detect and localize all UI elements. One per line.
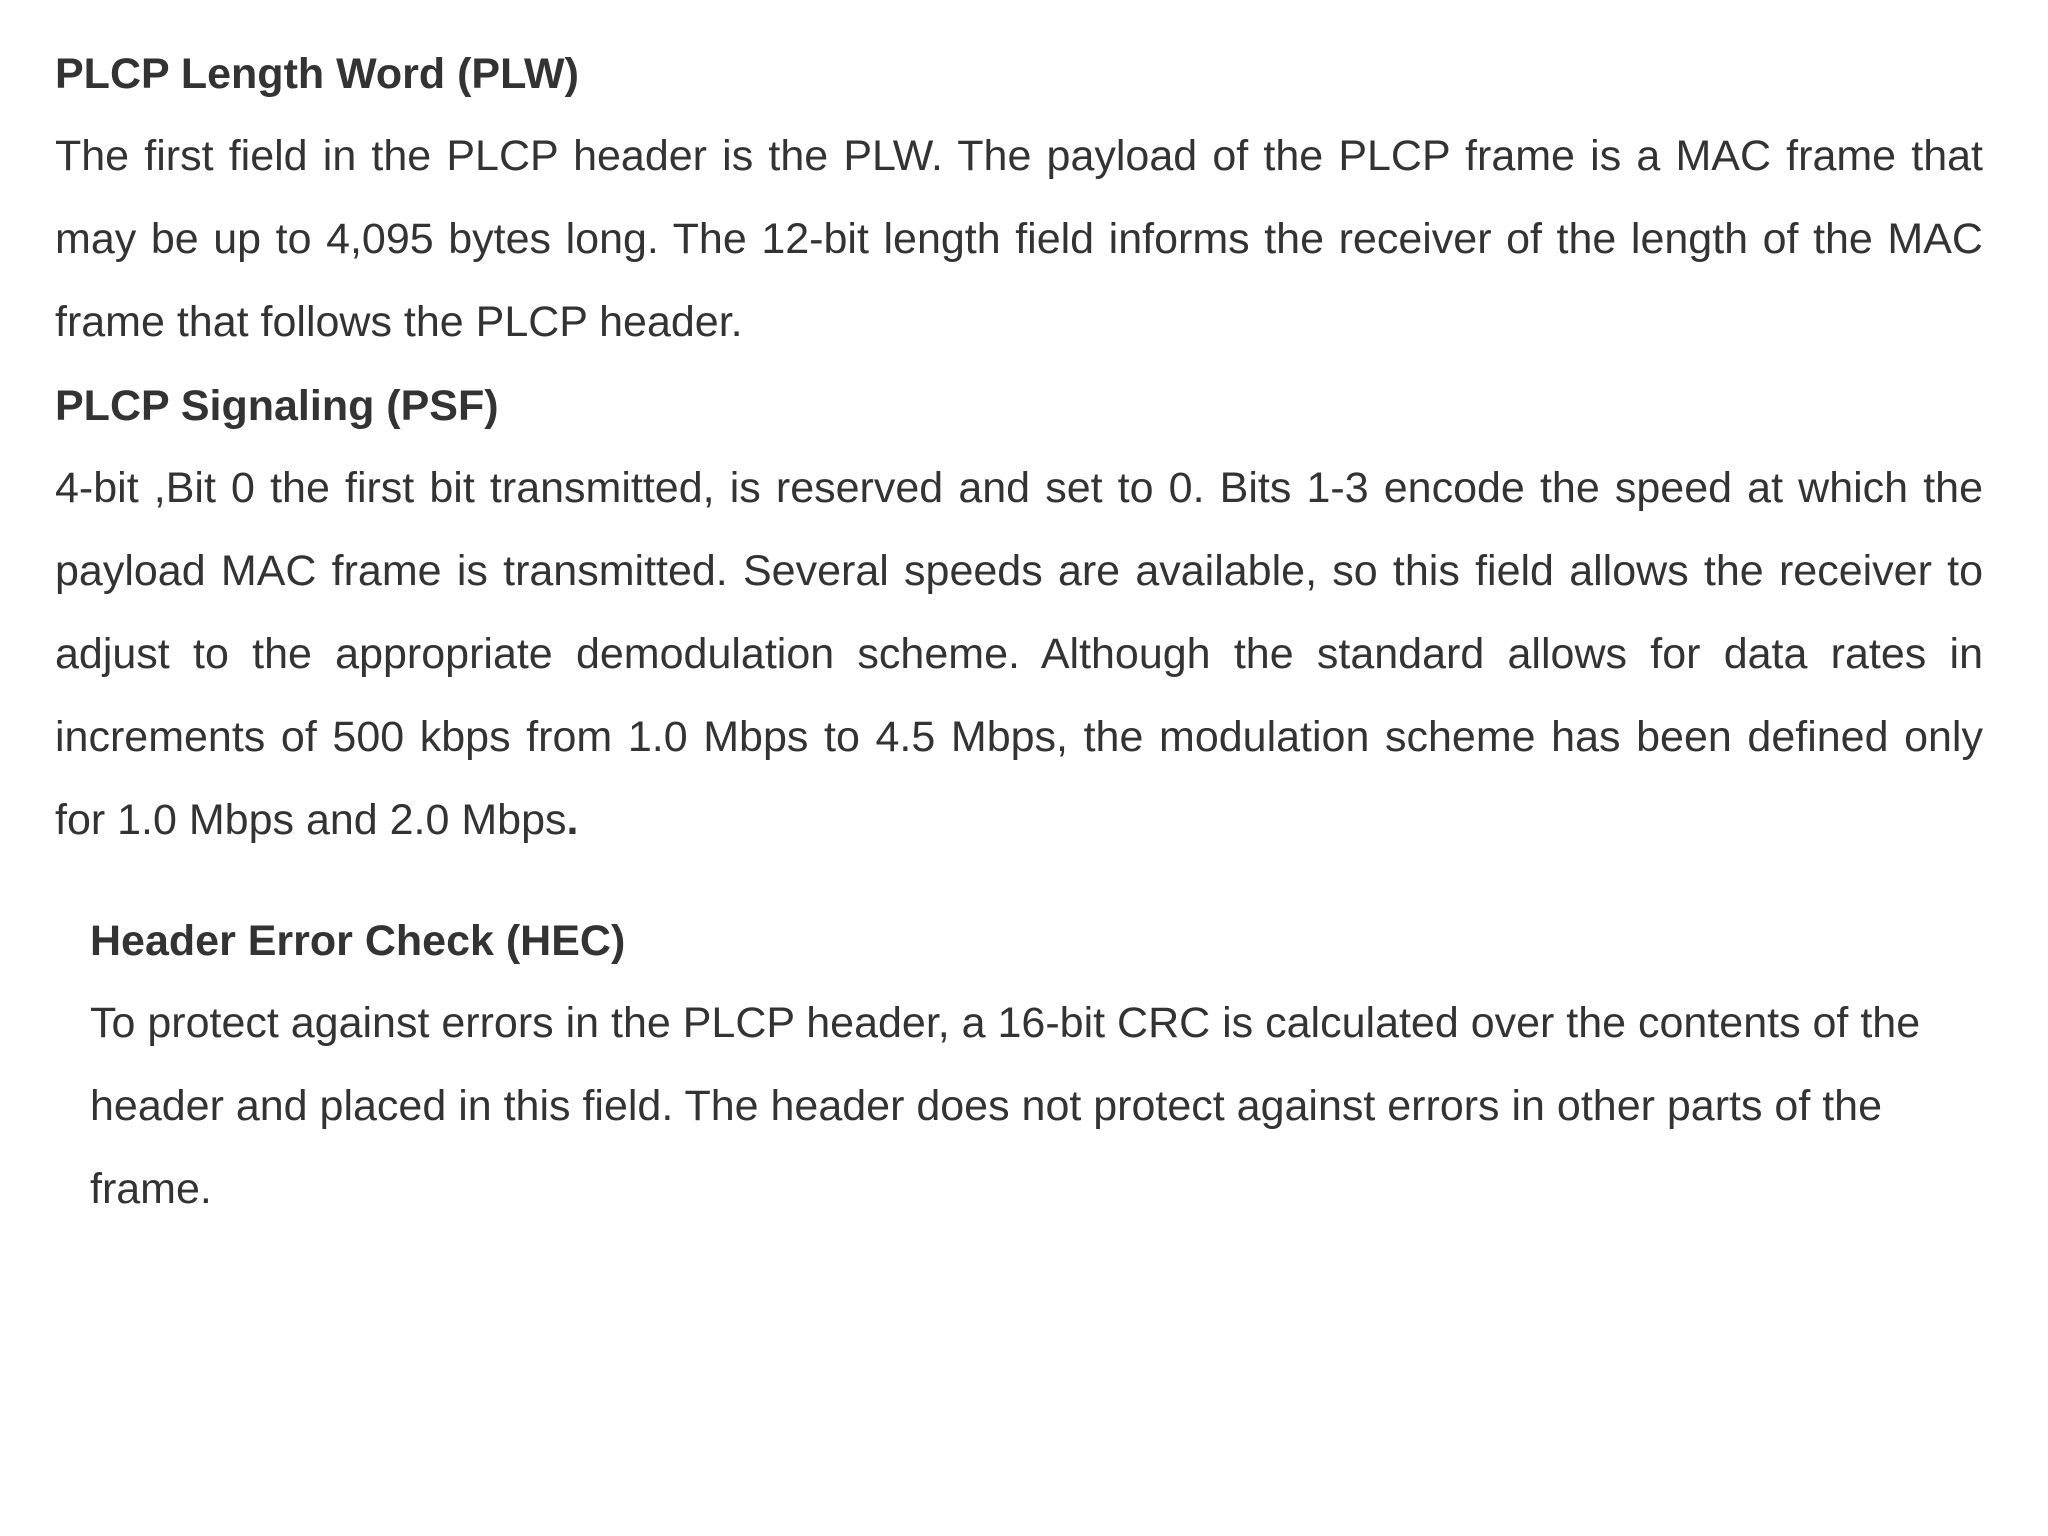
section-psf — [55, 365, 1983, 862]
psf-paragraph — [55, 447, 1983, 862]
section-plw — [55, 33, 1983, 364]
hec-heading: Header Error Check (HEC) — [90, 917, 626, 965]
hec-paragraph: To protect against errors in the PLCP header, a 16-bit CRC is calculated over the contents of the header and placed in this field. The header does not protect against errors in other parts of the frame. — [90, 999, 1921, 1213]
psf-end-mark: . — [566, 796, 579, 844]
psf-paragraph-text: 4-bit ,Bit 0 the first bit transmitted, is reserved and set to 0. Bits 1-3 encode the speed at which the payload MAC frame is transmitted. Several speeds are available, so this field allows the receiver to adjust to the appropriate demodulation scheme. Although the standard allows for data rates in increments of 500 kbps from 1.0 Mbps to 4.5 Mbps, the modulation scheme has been defined only for 1.0 Mbps and 2.0 Mbps — [55, 464, 1983, 844]
section-hec — [90, 900, 1980, 1231]
psf-heading: PLCP Signaling (PSF) — [55, 382, 499, 430]
plw-paragraph: The first field in the PLCP header is the PLW. The payload of the PLCP frame is a MAC frame that may be up to 4,095 bytes long. The 12-bit length field informs the receiver of the length of the MAC frame that follows the PLCP header. — [55, 132, 1983, 346]
plw-heading: PLCP Length Word (PLW) — [55, 50, 579, 98]
